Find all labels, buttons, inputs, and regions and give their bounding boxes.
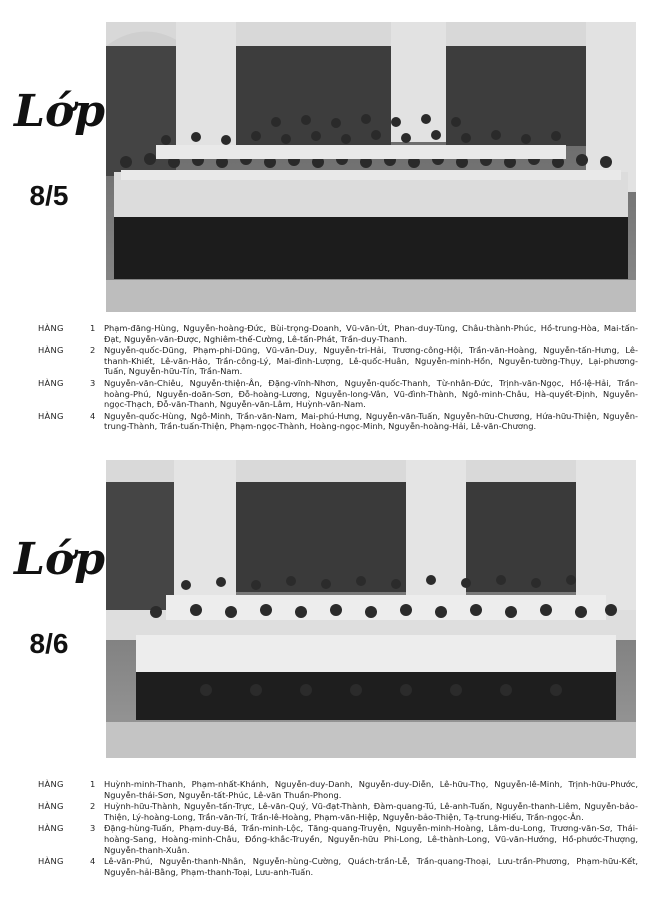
row-label: HÀNG bbox=[38, 801, 64, 812]
class-photo-8-6 bbox=[106, 460, 636, 758]
list-item bbox=[38, 323, 638, 344]
row-number: 2 bbox=[90, 801, 96, 812]
row-number: 1 bbox=[90, 323, 96, 333]
list-item bbox=[38, 378, 638, 410]
row-names: Lê-văn-Phú, Nguyễn-thanh-Nhân, Nguyễn-hùng-Cường, Quách-trần-Lễ, Trần-quang-Thoại, Lưu-trần-Phương, Phạm-hữu-Kết, Nguyễn-hải-Bằng, Phạm-thanh-Toại, Lưu-anh-Tuấn. bbox=[104, 856, 638, 877]
name-list-8-6 bbox=[38, 779, 638, 878]
row-label: HÀNG bbox=[38, 823, 64, 834]
list-item bbox=[38, 411, 638, 432]
row-number: 3 bbox=[90, 823, 96, 834]
row-names: Huỳnh-minh-Thanh, Phạm-nhất-Khánh, Nguyễn-duy-Danh, Nguyễn-duy-Diễn, Lê-hữu-Thọ, Nguyễn-lê-Minh, Trịnh-hữu-Phước, Nguyễn-thái-Sơn, Nguyễn-tất-Phúc, Lê-văn Thuần-Phong. bbox=[104, 779, 638, 800]
row-number: 1 bbox=[90, 779, 96, 789]
row-number: 3 bbox=[90, 377, 96, 388]
row-names: Nguyễn-văn-Chiêu, Nguyễn-thiện-Ân, Đặng-vĩnh-Nhơn, Nguyễn-quốc-Thanh, Từ-nhân-Đức, Trịnh-văn-Ngọc, Hồ-lệ-Hải, Trần-hoàng-Phú, Nguyễn-doãn-Sơn, Đỗ-hoàng-Lương, Nguyễn-long-Vân, Vũ-đình-Thành, Ngô-minh-Châu, Hà-quyết-Định, Nguyễn-ngọc-Thạch, Đỗ-văn-Thanh, Nguyễn-văn-Lâm, Huỳnh-văn-Nam. bbox=[104, 377, 638, 410]
list-item bbox=[38, 779, 638, 800]
row-names: Huỳnh-hữu-Thành, Nguyễn-tấn-Trực, Lê-văn-Quý, Vũ-đạt-Thành, Đàm-quang-Tú, Lê-anh-Tuấn, Nguyễn-thanh-Liêm, Nguyễn-bảo-Thiện, Lý-hoàng-Long, Trần-văn-Trí, Trần-lê-Hoàng, Phạm-văn-Hiệp, Nguyễn-bảo-Thiện, Tạ-trung-Hiếu, Trần-ngọc-Ân. bbox=[104, 801, 638, 822]
list-item bbox=[38, 345, 638, 377]
row-label: HÀNG bbox=[38, 410, 64, 421]
class-heading-label: Lớp bbox=[14, 534, 106, 585]
row-names: Đặng-hùng-Tuấn, Phạm-duy-Bá, Trần-minh-Lộc, Tăng-quang-Truyện, Nguyễn-minh-Hoàng, Lâm-du-Long, Trương-văn-Sơ, Thái-hoàng-Sang, Hoàng-minh-Châu, Đồng-khắc-Truyền, Nguyễn-hữu Phi-Long, Lê-thành-Long, Vũ-văn-Hướng, Hồ-phước-Thượng, Nguyễn-thanh-Xuân. bbox=[104, 823, 638, 855]
row-number: 2 bbox=[90, 345, 96, 356]
row-label: HÀNG bbox=[38, 323, 64, 333]
list-item bbox=[38, 801, 638, 822]
row-names: Phạm-đăng-Hùng, Nguyễn-hoàng-Đức, Bùi-trọng-Doanh, Vũ-văn-Út, Phan-duy-Tùng, Châu-thành-Phúc, Hồ-trung-Hòa, Mai-tấn-Đạt, Nguyễn-văn-Được, Nghiêm-thế-Cường, Lê-tấn-Phát, Trần-duy-Thanh. bbox=[104, 323, 638, 344]
row-names: Nguyễn-quốc-Hùng, Ngô-Minh, Trần-văn-Nam, Mai-phú-Hưng, Nguyễn-văn-Tuấn, Nguyễn-hữu-Chương, Hứa-hữu-Thiện, Nguyễn-trung-Thành, Trần-tuấn-Thiện, Phạm-ngọc-Thành, Hoàng-ngọc-Minh, Nguyễn-hoàng-Hải, Lê-văn-Chương. bbox=[104, 410, 638, 432]
row-label: HÀNG bbox=[38, 377, 64, 388]
class-heading-label: Lớp bbox=[14, 86, 106, 137]
row-number: 4 bbox=[90, 856, 96, 867]
row-number: 4 bbox=[90, 410, 96, 421]
row-label: HÀNG bbox=[38, 779, 64, 789]
list-item bbox=[38, 856, 638, 877]
row-names: Nguyễn-quốc-Dũng, Phạm-phi-Dũng, Vũ-văn-Duy, Nguyễn-tri-Hải, Trương-công-Hội, Trần-văn-Hoàng, Nguyễn-tấn-Hưng, Lê-thanh-Khiết, Lê-văn-Hảo, Trần-công-Lý, Mai-đình-Lượng, Lê-quốc-Huân, Nguyễn-minh-Hồn, Nguyễn-tường-Thụy, Lại-phương-Tuấn, Nguyễn-hữu-Tín, Trần-Nam. bbox=[104, 345, 638, 377]
class-number: 8/6 bbox=[29, 628, 69, 659]
row-label: HÀNG bbox=[38, 856, 64, 867]
row-label: HÀNG bbox=[38, 345, 64, 356]
class-photo-8-5 bbox=[106, 22, 636, 312]
list-item bbox=[38, 823, 638, 855]
class-number: 8/5 bbox=[29, 180, 69, 211]
name-list-8-5 bbox=[38, 323, 638, 433]
